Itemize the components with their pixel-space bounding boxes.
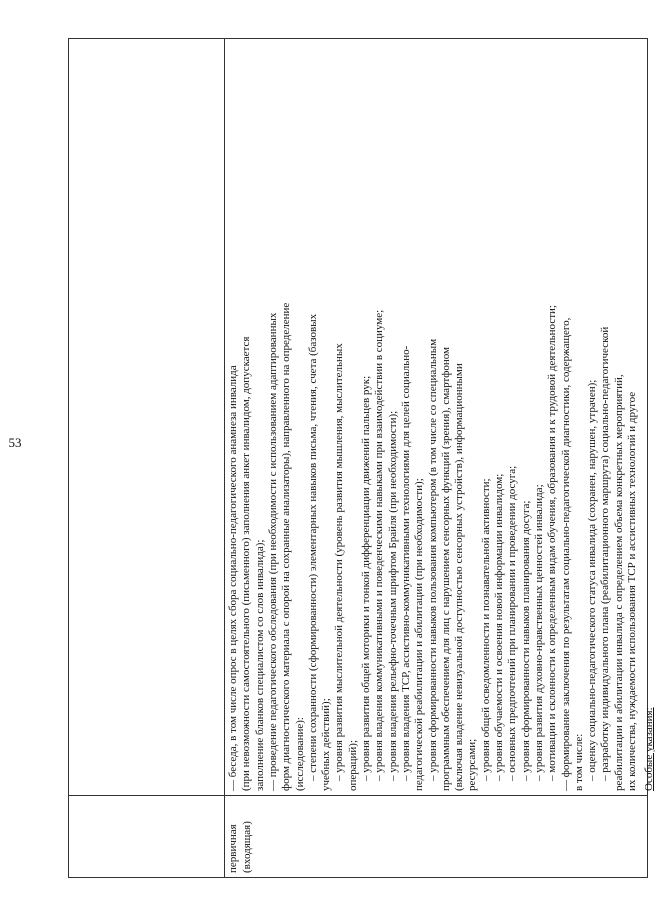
content-line: – уровня сформированности навыков планирования досуга; [519, 500, 532, 781]
content-line: — беседа, в том числе опрос в целях сбора социально-педагогического анамнеза инвалида [227, 365, 239, 791]
content-line: в том числе: [572, 733, 585, 791]
content-line: — формирование заключения по результатам социально-педагогической диагностики, содержащего, [559, 317, 572, 791]
content-line: – уровня развития мыслительной деятельности (уровень развития мышления, мыслительных [333, 343, 346, 781]
content-line: реабилитации и абилитации инвалида с определением объема конкретных мероприятий, [612, 374, 625, 791]
row-label-line2: (входящая) [241, 821, 253, 873]
special-notes-label: Особые указания: [643, 707, 656, 791]
content-line: (исследование): [293, 717, 306, 791]
content-line: – уровня развития общей моторики и тонкой дифференциации движений пальцев рук; [360, 375, 372, 781]
content-line: ресурсами; [466, 738, 479, 791]
content-line: — проведение педагогического обследования (при необходимости с использованием адаптированных [266, 312, 279, 791]
table-row-divider [224, 39, 225, 877]
content-line: педагогической реабилитации и абилитации (при необходимости); [413, 478, 426, 791]
content-line: – основных предпочтений при планировании и проведении досуга; [506, 465, 519, 781]
page-number: 53 [8, 435, 22, 450]
content-line: программным обеспечением для лиц с нарушением сенсорных функций (зрения), смартфоном [439, 347, 452, 791]
content-line: операций); [346, 739, 359, 791]
content-line: – уровня развития духовно-нравственных ценностей инвалида; [532, 484, 545, 781]
content-line: заполнение бланков специалистом со слов инвалида); [253, 539, 266, 791]
content-line: – уровня владения рельефно-точечным шрифтом Брайля (при необходимости); [386, 410, 399, 781]
row-label-line1: первичная [227, 824, 239, 873]
content-line: – уровня владения ТСР, ассистивно-коммуникативными технологиями для целей социально- [399, 345, 412, 781]
table-column-divider [69, 795, 647, 796]
content-line: – уровня общей осведомленности и познавательной активности; [479, 478, 492, 781]
content-line: – оценку социально-педагогического статуса инвалида (сохранен, нарушен, утрачен); [586, 379, 599, 781]
content-line: (при невозможности самостоятельного (письменного) заполнения анкет инвалидом, допускается [240, 336, 253, 791]
content-line: – степени сохранности (сформированности) элементарных навыков письма, чтения, счета (базовых [306, 313, 319, 781]
service-table [68, 38, 656, 878]
content-line: – мотивации и склонности к определенным видам обучения, образования и к трудовой деятельности; [546, 305, 559, 781]
content-line: (включая владение невизуальной доступностью сенсорных устройств), информационными [453, 363, 466, 791]
content-line: – разработку индивидуального плана (реабилитационного маршрута) социально-педагогической [599, 326, 612, 781]
content-line: – уровня обучаемости и освоения новой информации инвалидом; [493, 473, 505, 781]
rotated-table-frame [68, 38, 656, 878]
content-line: их количества, нуждаемости использования ТСР и ассистивных технологий и другое [626, 391, 638, 791]
content-line: – уровня владения коммуникативными и поведенческими навыками при взаимодействии в социуме; [373, 309, 386, 781]
content-line: форм диагностического материала с опорой на сохранные анализаторы), направленного на определение [280, 302, 293, 791]
content-line: учебных действий); [320, 698, 333, 791]
content-line: – уровня сформированности навыков пользования компьютером (в том числе со специальным [426, 338, 439, 781]
